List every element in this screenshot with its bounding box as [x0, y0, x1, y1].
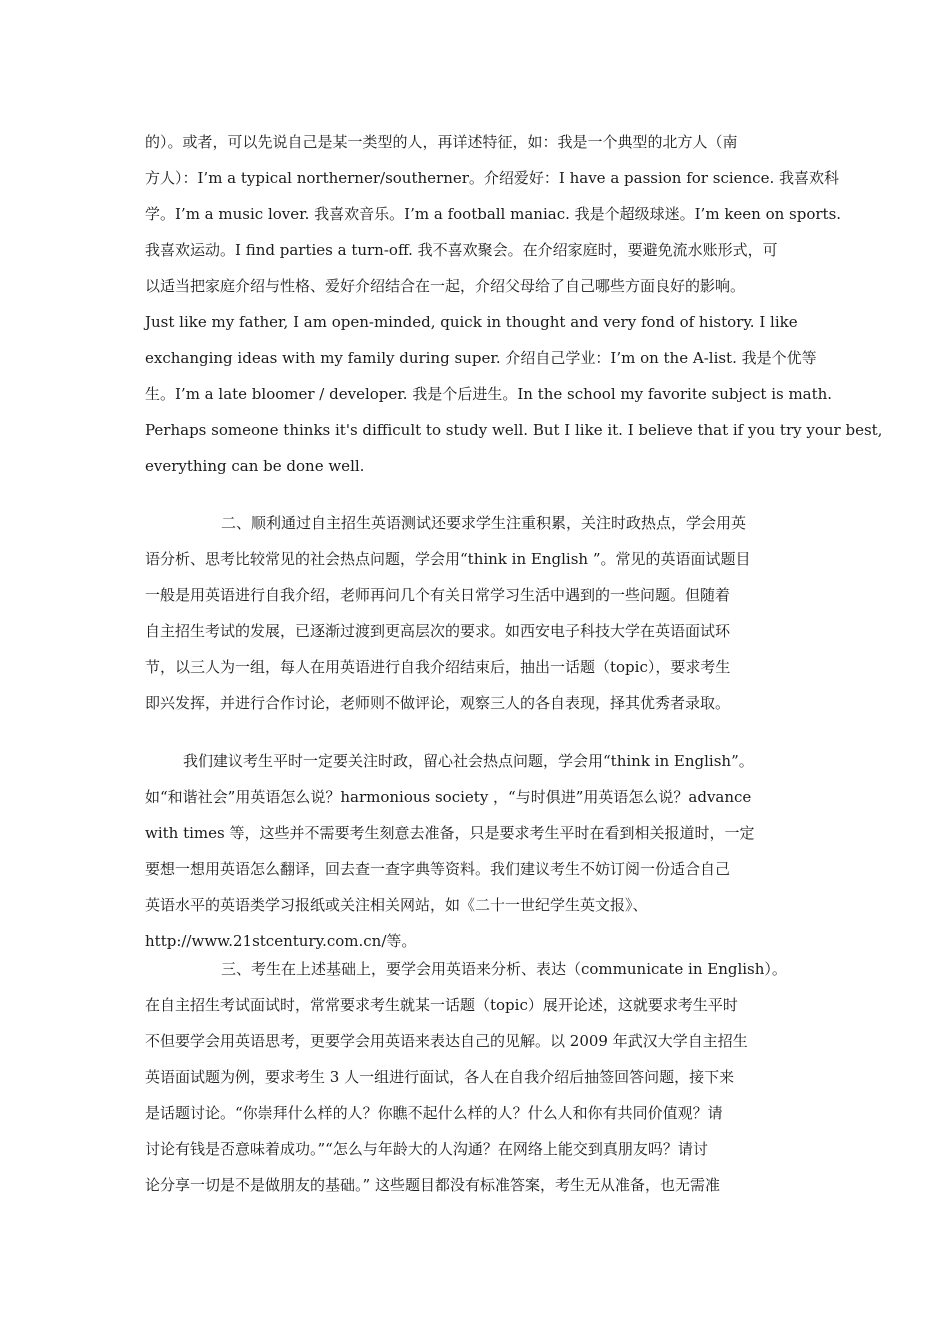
paragraph-self-introduction: [145, 124, 883, 484]
text-line: 以适当把家庭介绍与性格、爱好介绍结合在一起，介绍父母给了自己哪些方面良好的影响。: [145, 277, 746, 295]
text-line: 学。I’m a music lover. 我喜欢音乐。I’m a football maniac. 我是个超级球迷。I’m keen on sports.: [145, 205, 842, 223]
text-line: 英语水平的英语类学习报纸或关注相关网站，如《二十一世纪学生英文报》、: [145, 896, 648, 914]
text-line: 讨论有钱是否意味着成功。”“怎么与年龄大的人沟通？在网络上能交到真朋友吗？请讨: [145, 1140, 708, 1158]
text-line: 论分享一切是不是做朋友的基础。” 这些题目都没有标准答案，考生无从准备，也无需准: [145, 1176, 720, 1194]
text-line: 是话题讨论。“你崇拜什么样的人？你瞧不起什么样的人？什么人和你有共同价值观？请: [145, 1104, 723, 1122]
text-line: 如“和谐社会”用英语怎么说？harmonious society ，“与时俱进”用英语怎么说？advance: [145, 788, 752, 806]
text-line: with times 等，这些并不需要考生刻意去准备，只是要求考生平时在看到相关报道时，一定: [145, 824, 755, 842]
text-line: 一般是用英语进行自我介绍，老师再问几个有关日常学习生活中遇到的一些问题。但随着: [145, 586, 731, 604]
text-line: 语分析、思考比较常见的社会热点问题，学会用“think in English ”。常见的英语面试题目: [145, 550, 751, 568]
text-line: 的）。或者，可以先说自己是某一类型的人，再详述特征，如：我是一个典型的北方人（南: [145, 133, 738, 151]
paragraph-section-three: [145, 951, 810, 1203]
text-line: Just like my father, I am open-minded, quick in thought and very fond of history. I like: [145, 313, 798, 331]
paragraph-section-two: [145, 505, 810, 721]
text-line: 不但要学会用英语思考，更要学会用英语来表达自己的见解。以 2009 年武汉大学自主招生: [145, 1032, 748, 1050]
text-line: 英语面试题为例，要求考生 3 人一组进行面试，各人在自我介绍后抽签回答问题，接下来: [145, 1068, 735, 1086]
text-line: 我喜欢运动。I find parties a turn-off. 我不喜欢聚会。在介绍家庭时，要避免流水账形式，可: [145, 241, 778, 259]
paragraph-recommendation: [145, 743, 810, 959]
text-line: 我们建议考生平时一定要关注时政，留心社会热点问题，学会用“think in English”。: [183, 752, 754, 770]
text-line: everything can be done well.: [145, 457, 365, 475]
text-line: Perhaps someone thinks it's difficult to study well. But I like it. I believe that if you try your best,: [145, 421, 883, 439]
text-line: 自主招生考试的发展，已逐渐过渡到更高层次的要求。如西安电子科技大学在英语面试环: [145, 622, 731, 640]
text-line: 要想一想用英语怎么翻译，回去查一查字典等资料。我们建议考生不妨订阅一份适合自己: [145, 860, 731, 878]
text-line: 生。I’m a late bloomer / developer. 我是个后进生。In the school my favorite subject is math.: [145, 385, 833, 403]
text-line: exchanging ideas with my family during super. 介绍自己学业：I’m on the A-list. 我是个优等: [145, 349, 817, 367]
text-line: 在自主招生考试面试时，常常要求考生就某一话题（topic）展开论述，这就要求考生平时: [145, 996, 738, 1014]
text-line: 节，以三人为一组，每人在用英语进行自我介绍结束后，抽出一话题（topic），要求考生: [145, 658, 731, 676]
text-line: 三、考生在上述基础上，要学会用英语来分析、表达（communicate in English）。: [221, 960, 787, 978]
text-line: 二、顺利通过自主招生英语测试还要求学生注重积累，关注时政热点，学会用英: [221, 514, 747, 532]
text-line: 即兴发挥，并进行合作讨论，老师则不做评论，观察三人的各自表现，择其优秀者录取。: [145, 694, 731, 712]
text-line: 方人）：I’m a typical northerner/southerner。介绍爱好：I have a passion for science. 我喜欢科: [145, 169, 839, 187]
text-line: http://www.21stcentury.com.cn/等。: [145, 932, 417, 950]
